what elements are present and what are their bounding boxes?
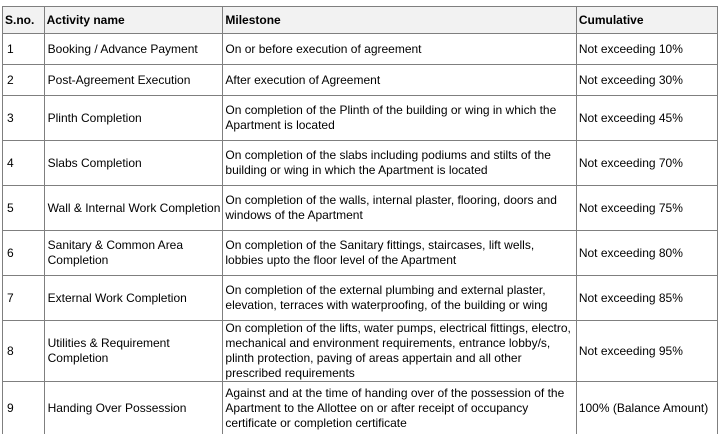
- header-milestone: Milestone: [223, 7, 576, 34]
- cell-cumulative: Not exceeding 45%: [576, 96, 717, 141]
- cell-activity: Slabs Completion: [44, 141, 223, 186]
- table-row: [3, 276, 718, 321]
- table-row: [3, 34, 718, 65]
- table-row: [3, 65, 718, 96]
- cell-milestone: On completion of the Sanitary fittings, staircases, lift wells, lobbies upto the floor level of the Apartment: [223, 231, 576, 276]
- cell-activity: External Work Completion: [44, 276, 223, 321]
- table-row: [3, 231, 718, 276]
- cell-milestone: On completion of the slabs including podiums and stilts of the building or wing in which the Apartment is located: [223, 141, 576, 186]
- cell-milestone: Against and at the time of handing over of the possession of the Apartment to the Allottee on or after receipt of occupancy certificate or completion certificate: [223, 382, 576, 434]
- cell-milestone: On or before execution of agreement: [223, 34, 576, 65]
- payment-schedule-table: [2, 6, 718, 434]
- cell-milestone: After execution of Agreement: [223, 65, 576, 96]
- cell-sno: 9: [3, 382, 45, 434]
- cell-milestone: On completion of the lifts, water pumps, electrical fittings, electro, mechanical and environment requirements, entrance lobby/s, plinth protection, paving of areas appertain and all other prescribed requirements: [223, 321, 576, 382]
- table-row: [3, 321, 718, 382]
- cell-cumulative: Not exceeding 30%: [576, 65, 717, 96]
- cell-sno: 8: [3, 321, 45, 382]
- cell-activity: Handing Over Possession: [44, 382, 223, 434]
- cell-sno: 6: [3, 231, 45, 276]
- cell-cumulative: Not exceeding 85%: [576, 276, 717, 321]
- header-sno: S.no.: [3, 7, 45, 34]
- table-row: [3, 186, 718, 231]
- cell-activity: Post-Agreement Execution: [44, 65, 223, 96]
- cell-activity: Booking / Advance Payment: [44, 34, 223, 65]
- cell-sno: 7: [3, 276, 45, 321]
- cell-sno: 5: [3, 186, 45, 231]
- cell-activity: Sanitary & Common Area Completion: [44, 231, 223, 276]
- cell-sno: 1: [3, 34, 45, 65]
- cell-cumulative: 100% (Balance Amount): [576, 382, 717, 434]
- table-row: [3, 382, 718, 434]
- cell-activity: Plinth Completion: [44, 96, 223, 141]
- header-row: [3, 7, 718, 34]
- cell-cumulative: Not exceeding 75%: [576, 186, 717, 231]
- table-row: [3, 96, 718, 141]
- cell-milestone: On completion of the walls, internal plaster, flooring, doors and windows of the Apartment: [223, 186, 576, 231]
- header-activity-name: Activity name: [44, 7, 223, 34]
- cell-activity: Wall & Internal Work Completion: [44, 186, 223, 231]
- cell-activity: Utilities & Requirement Completion: [44, 321, 223, 382]
- cell-cumulative: Not exceeding 95%: [576, 321, 717, 382]
- table-row: [3, 141, 718, 186]
- cell-cumulative: Not exceeding 80%: [576, 231, 717, 276]
- header-cumulative: Cumulative: [576, 7, 717, 34]
- cell-sno: 3: [3, 96, 45, 141]
- cell-cumulative: Not exceeding 70%: [576, 141, 717, 186]
- cell-milestone: On completion of the Plinth of the building or wing in which the Apartment is located: [223, 96, 576, 141]
- cell-cumulative: Not exceeding 10%: [576, 34, 717, 65]
- cell-milestone: On completion of the external plumbing and external plaster, elevation, terraces with waterproofing, of the building or wing: [223, 276, 576, 321]
- cell-sno: 2: [3, 65, 45, 96]
- cell-sno: 4: [3, 141, 45, 186]
